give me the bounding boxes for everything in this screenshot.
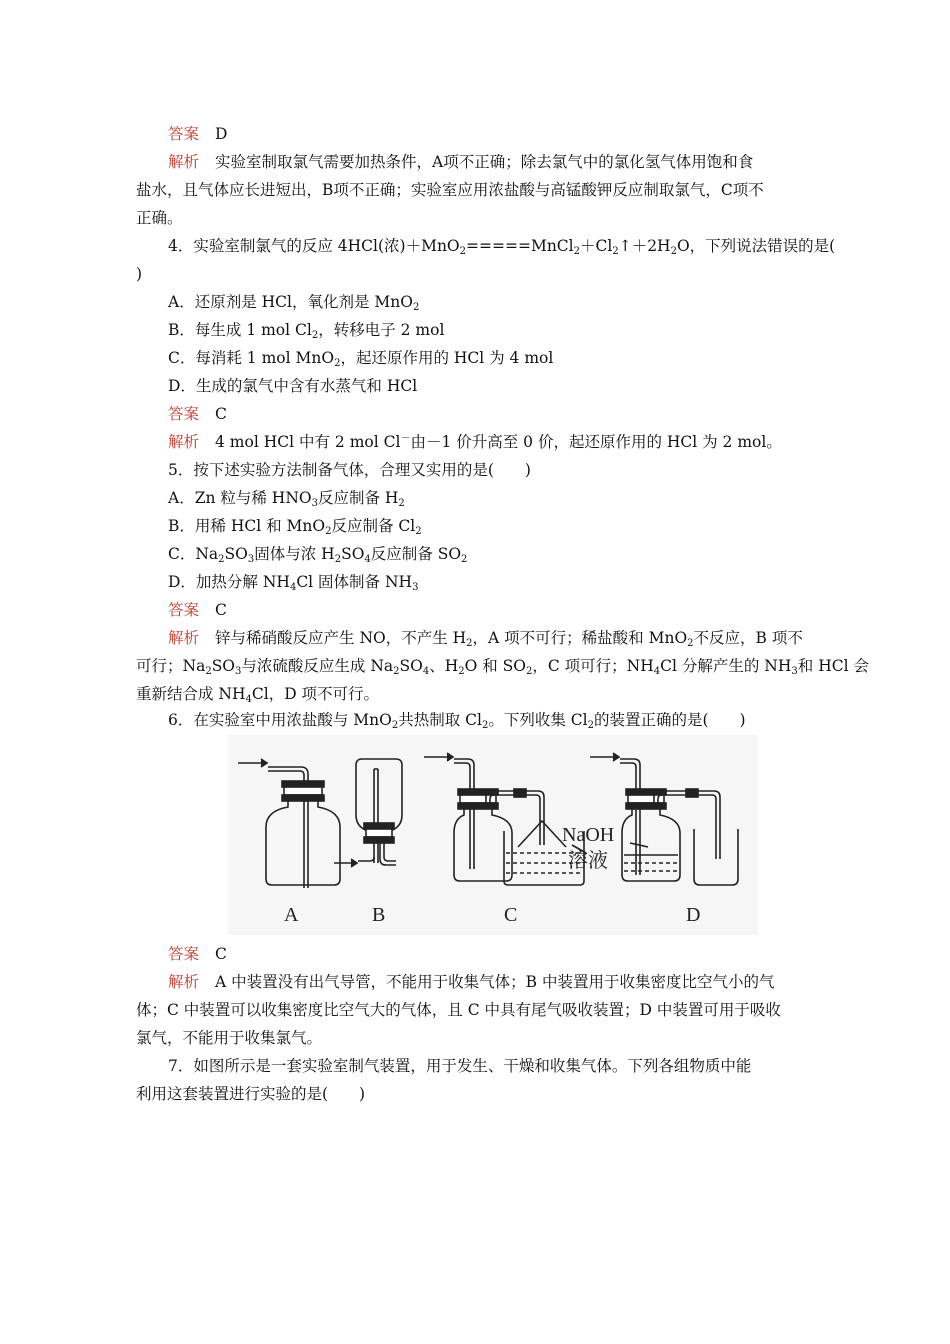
analysis-line-q6 <box>168 972 848 992</box>
option-b <box>168 516 848 536</box>
subscript: 3 <box>235 666 242 677</box>
subscript: 2 <box>398 498 405 509</box>
answer-label: 答案 <box>168 601 200 619</box>
subscript: 2 <box>573 246 580 257</box>
option-text: B．每生成 1 mol Cl <box>168 321 312 339</box>
subscript: 4 <box>422 666 430 677</box>
analysis-label: 解析 <box>168 433 200 451</box>
answer-value: C <box>215 945 227 963</box>
subscript: 2 <box>393 666 400 677</box>
answer-value: D <box>215 125 228 143</box>
option-text: A．还原剂是 HCl，氧化剂是 MnO <box>168 293 413 311</box>
analysis-line-q3 <box>168 152 848 172</box>
analysis-text: 实验室制取氯气需要加热条件，A项不正确；除去氯气中的氯化氢气体用饱和食 <box>215 153 754 171</box>
naoh-label: NaOH <box>562 824 615 846</box>
question-4-stem-end: ) <box>136 265 143 283</box>
subscript: 2 <box>670 246 677 257</box>
analysis-label: 解析 <box>168 973 200 991</box>
answer-value: C <box>215 405 227 423</box>
subscript: 3 <box>311 498 318 509</box>
stem-text: =====MnCl <box>466 237 574 255</box>
subscript: 4 <box>245 694 252 705</box>
option-b <box>168 320 848 340</box>
option-text: C．Na <box>168 545 219 563</box>
question-4-stem <box>168 236 848 256</box>
analysis-text: 由－1 价升高至 0 价，起还原作用的 HCl 为 2 mol。 <box>410 433 782 451</box>
analysis-text: ，A 项不可行；稀盐酸和 MnO <box>472 629 688 647</box>
analysis-text: 4 mol HCl 中有 2 mol Cl <box>215 433 401 451</box>
stem-text: ↑＋2H <box>618 237 671 255</box>
answer-value: C <box>215 601 227 619</box>
subscript: 2 <box>587 720 594 731</box>
apparatus-diagram <box>228 735 758 935</box>
subscript: 2 <box>325 526 332 537</box>
analysis-text: 重新结合成 NH <box>136 685 246 703</box>
option-text: A．Zn 粒与稀 HNO <box>168 489 312 507</box>
label-c: C <box>504 904 518 926</box>
analysis-text: ，C 项可行；NH <box>532 657 654 675</box>
subscript: 4 <box>653 666 661 677</box>
label-a: A <box>284 904 299 926</box>
subscript: 4 <box>364 554 371 565</box>
stem-text: 。下列收集 Cl <box>488 711 588 729</box>
subscript: 2 <box>205 666 212 677</box>
subscript: 2 <box>466 638 473 649</box>
question-6-stem <box>168 710 848 730</box>
analysis-text: A 中装置没有出气导管，不能用于收集气体；B 中装置用于收集密度比空气小的气 <box>215 973 775 991</box>
stem-text: 共热制取 Cl <box>398 711 482 729</box>
label-d: D <box>686 904 701 926</box>
stem-text: 的装置正确的是( ) <box>593 711 746 729</box>
analysis-text: SO <box>399 657 423 675</box>
subscript: 2 <box>458 666 465 677</box>
subscript: 2 <box>391 720 399 731</box>
superscript: － <box>400 433 411 444</box>
subscript: 3 <box>791 666 798 677</box>
option-text: ，起还原作用的 HCl 为 4 mol <box>340 349 554 367</box>
subscript: 2 <box>687 638 694 649</box>
subscript: 2 <box>334 554 342 565</box>
analysis-label: 解析 <box>168 153 200 171</box>
analysis-text: 正确。 <box>136 209 183 227</box>
subscript: 2 <box>526 666 533 677</box>
stem-text: 6．在实验室中用浓盐酸与 MnO <box>168 711 392 729</box>
option-d: D．生成的氯气中含有水蒸气和 HCl <box>168 377 418 395</box>
option-text: ，转移电子 2 mol <box>318 321 445 339</box>
option-d <box>168 572 848 592</box>
analysis-label: 解析 <box>168 629 200 647</box>
option-text: D．加热分解 NH <box>168 573 290 591</box>
subscript: 2 <box>461 554 468 565</box>
subscript: 2 <box>481 720 489 731</box>
subscript: 2 <box>334 358 341 369</box>
answer-label: 答案 <box>168 945 200 963</box>
stem-text: O，下列说法错误的是( <box>676 237 836 255</box>
analysis-text: 与浓硫酸反应生成 Na <box>241 657 394 675</box>
analysis-text: Cl，D 项不可行。 <box>251 685 380 703</box>
option-text: 固体与浓 H <box>254 545 335 563</box>
subscript: 4 <box>289 582 297 593</box>
option-text: SO <box>224 545 248 563</box>
answer-line-q3 <box>168 124 848 144</box>
option-c <box>168 544 848 564</box>
option-text: C．每消耗 1 mol MnO <box>168 349 335 367</box>
option-a <box>168 488 848 508</box>
option-text: Cl 固体制备 NH <box>296 573 413 591</box>
subscript: 3 <box>247 554 255 565</box>
analysis-text: 、H <box>429 657 459 675</box>
stem-text: ＋Cl <box>580 237 613 255</box>
solution-label: 溶液 <box>568 850 608 872</box>
subscript: 2 <box>612 246 619 257</box>
answer-line-q4 <box>168 404 848 424</box>
subscript: 2 <box>311 330 319 341</box>
option-text: 反应制备 SO <box>370 545 462 563</box>
option-text: SO <box>341 545 365 563</box>
option-a <box>168 292 848 312</box>
gas-collection-apparatus-figure <box>228 735 758 935</box>
answer-line-q5 <box>168 600 848 620</box>
analysis-text: 盐水，且气体应长进短出，B项不正确；实验室应用浓盐酸与高锰酸钾反应制取氯气，C项不 <box>136 181 764 199</box>
analysis-text: Cl 分解产生的 NH <box>660 657 792 675</box>
analysis-line-q4 <box>168 432 848 452</box>
stem-text: 4．实验室制氯气的反应 4HCl(浓)＋MnO <box>168 237 460 255</box>
analysis-line-q5-3 <box>136 684 816 704</box>
option-c <box>168 348 848 368</box>
answer-line-q6 <box>168 944 848 964</box>
label-b: B <box>372 904 386 926</box>
analysis-text: 氯气，不能用于收集氯气。 <box>136 1029 323 1047</box>
analysis-line-q5-2 <box>136 656 869 677</box>
subscript: 3 <box>412 582 419 593</box>
answer-label: 答案 <box>168 125 200 143</box>
option-text: B．用稀 HCl 和 MnO <box>168 517 326 535</box>
subscript: 2 <box>415 526 422 537</box>
answer-label: 答案 <box>168 405 200 423</box>
subscript: 2 <box>218 554 225 565</box>
analysis-text: SO <box>211 657 236 675</box>
analysis-text: 体；C 中装置可以收集密度比空气大的气体，且 C 中具有尾气吸收装置；D 中装置可用于吸收 <box>136 1001 781 1019</box>
question-5-stem: 5．按下述实验方法制备气体，合理又实用的是( ) <box>168 461 531 479</box>
analysis-text: 不反应，B 项不 <box>693 629 803 647</box>
subscript: 2 <box>459 246 467 257</box>
analysis-text: O 和 SO <box>464 657 526 675</box>
option-text: 反应制备 Cl <box>331 517 416 535</box>
analysis-line-q5 <box>168 628 848 648</box>
question-7-stem-cont: 利用这套装置进行实验的是( ) <box>136 1085 366 1103</box>
question-7-stem: 7．如图所示是一套实验室制气装置，用于发生、干燥和收集气体。下列各组物质中能 <box>168 1057 752 1075</box>
option-text: 反应制备 H <box>317 489 399 507</box>
analysis-text: 和 HCl 会 <box>797 657 869 675</box>
analysis-text: 锌与稀硝酸反应产生 NO，不产生 H <box>215 629 467 647</box>
analysis-text: 可行；Na <box>136 657 206 675</box>
subscript: 2 <box>412 302 420 313</box>
